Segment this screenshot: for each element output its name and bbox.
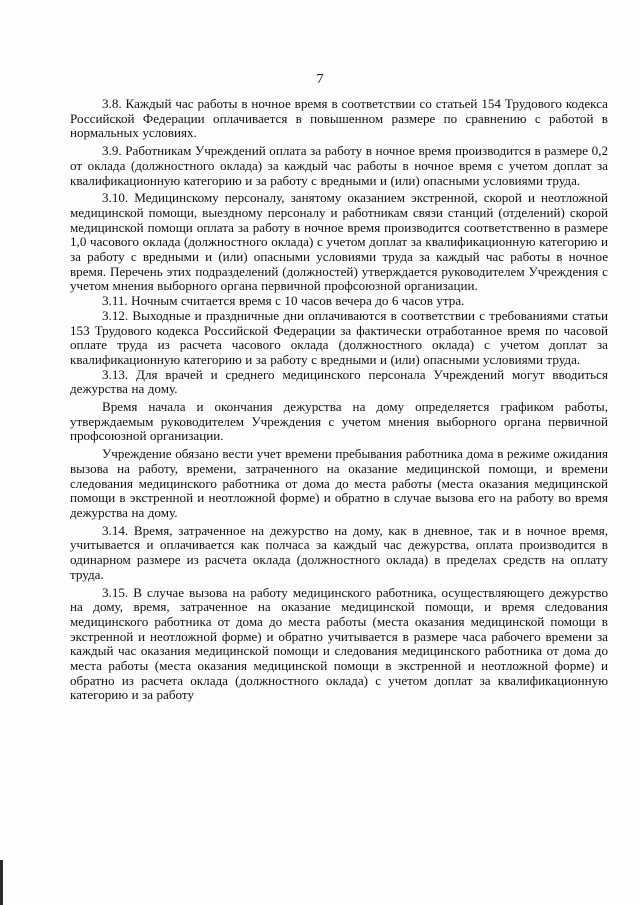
- paragraph-duty-schedule: Время начала и окончания дежурства на дому определяется графиком работы, утверждаемым руководителем Учреждения с учетом мнения выборного органа первичной профсоюзной организации.: [70, 399, 608, 444]
- paragraph-3-15: 3.15. В случае вызова на работу медицинского работника, осуществляющего дежурство на дому, время, затраченное на оказание медицинской помощи, и время следования медицинского работника от дома до места работы (места оказания медицинской помощи в экстренной и неотложной форме) и обратно учитывается в размере часа рабочего времени за каждый час оказания медицинской помощи и следования медицинского работника от дома до места работы (места оказания медицинской помощи в экстренной и неотложной форме) и обратно из расчета оклада (должностного оклада) с учетом доплат за квалификационную категорию и за работу: [70, 584, 608, 703]
- paragraph-3-10: 3.10. Медицинскому персоналу, занятому оказанием экстренной, скорой и неотложной медицинской помощи, выездному персоналу и работникам связи станций (отделений) скорой медицинской помощи оплата за работу в ночное время производится соответственно в размере 1,0 часового оклада (должностного оклада) с учетом доплат за квалификационную категорию и за работу с вредными и (или) опасными условиями труда за каждый час работы в ночное время. Перечень этих подразделений (должностей) утверждается руководителем Учреждения с учетом мнения выборного органа первичной профсоюзной организации.: [70, 190, 608, 294]
- paragraph-3-11: 3.11. Ночным считается время с 10 часов вечера до 6 часов утра.: [102, 293, 465, 309]
- paragraph-3-8: 3.8. Каждый час работы в ночное время в соответствии со статьей 154 Трудового кодекса Российской Федерации оплачивается в повышенном размере по сравнению с работой в нормальных условиях.: [70, 96, 608, 141]
- paragraph-3-12: 3.12. Выходные и праздничные дни оплачиваются в соответствии с требованиями статьи 153 Трудового кодекса Российской Федерации за фактически отработанное время по часовой оплате труда из расчета часового оклада (должностного оклада) с учетом доплат за квалификационную категорию и за работу с вредными и (или) опасными условиями труда.: [70, 307, 608, 367]
- scan-edge-mark: [0, 860, 3, 905]
- document-body: [70, 97, 608, 703]
- paragraph-duty-accounting: Учреждение обязано вести учет времени пребывания работника дома в режиме ожидания вызова на работу, времени, затраченного на оказание медицинской помощи, и времени следования медицинского работника от дома до места работы (места оказания медицинской помощи в экстренной и неотложной форме) и обратно в случае вызова его на работу во время дежурства на дому.: [70, 446, 608, 520]
- page-number: 7: [316, 72, 324, 87]
- paragraph-3-13: 3.13. Для врачей и среднего медицинского персонала Учреждений могут вводиться дежурства на дому.: [70, 366, 608, 397]
- paragraph-3-9: 3.9. Работникам Учреждений оплата за работу в ночное время производится в размере 0,2 от оклада (должностного оклада) за каждый час работы в ночное время с учетом доплат за квалификационную категорию и за работу с вредными и (или) опасными условиями труда.: [70, 143, 608, 188]
- paragraph-3-14: 3.14. Время, затраченное на дежурство на дому, как в дневное, так и в ночное время, учитывается и оплачивается как полчаса за каждый час дежурства, оплата производится в одинарном размере из расчета оклада (должностного оклада) в пределах средств на оплату труда.: [70, 522, 608, 582]
